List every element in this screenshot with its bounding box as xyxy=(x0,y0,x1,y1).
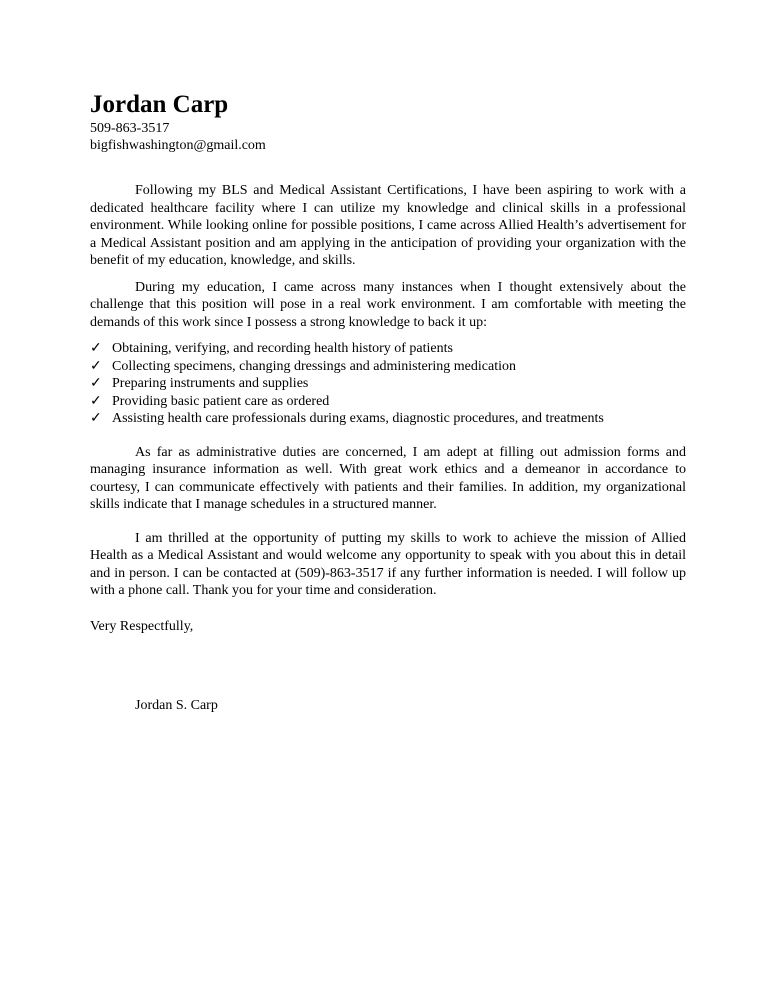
list-item-text: Obtaining, verifying, and recording health history of patients xyxy=(112,341,453,356)
checkmark-icon: ✓ xyxy=(90,411,102,426)
list-item-text: Preparing instruments and supplies xyxy=(112,376,309,391)
list-item-text: Providing basic patient care as ordered xyxy=(112,393,330,409)
list-item-text: Assisting health care professionals during exams, diagnostic procedures, and treatments xyxy=(112,411,604,426)
list-item xyxy=(90,375,686,393)
checkmark-icon: ✓ xyxy=(90,341,102,356)
checkmark-icon: ✓ xyxy=(90,358,102,374)
list-item-text: Collecting specimens, changing dressings and administering medication xyxy=(112,358,516,374)
paragraph-education: During my education, I came across many instances when I thought extensively about the challenge that this position will pose in a real work environment. I am comfortable with meeting the demands of this work since I possess a strong knowledge to back it up: xyxy=(90,279,686,330)
email-address: bigfishwashington@gmail.com xyxy=(90,138,266,153)
skills-list xyxy=(90,340,686,428)
list-item xyxy=(90,340,686,358)
phone-number: 509-863-3517 xyxy=(90,121,170,136)
paragraph-closing-statement: I am thrilled at the opportunity of putting my skills to work to achieve the mission of Allied Health as a Medical Assistant and would welcome any opportunity to speak with you about this in detail and in person. I can be contacted at (509)-863-3517 if any further information is needed. I will follow up with a phone call. Thank you for your time and consideration. xyxy=(90,530,686,598)
paragraph-administrative: As far as administrative duties are concerned, I am adept at filling out admission forms and managing insurance information as well. With great work ethics and a demeanor in accordance to courtesy, I can communicate effectively with patients and their families. In addition, my organizational skills indicate that I manage schedules in a structured manner. xyxy=(90,444,686,512)
signature-name: Jordan S. Carp xyxy=(135,698,218,713)
list-item xyxy=(90,358,686,376)
checkmark-icon: ✓ xyxy=(90,393,102,409)
closing-salutation: Very Respectfully, xyxy=(90,618,194,634)
paragraph-intro: Following my BLS and Medical Assistant Certifications, I have been aspiring to work with a dedicated healthcare facility where I can utilize my knowledge and clinical skills in a professional environment. While looking online for possible positions, I came across Allied Health’s advertisement for a Medical Assistant position and am applying in the anticipation of providing your organization with the benefit of my education, knowledge, and skills. xyxy=(90,183,686,268)
checkmark-icon: ✓ xyxy=(90,376,102,391)
list-item xyxy=(90,393,686,411)
applicant-name: Jordan Carp xyxy=(90,91,229,118)
cover-letter xyxy=(90,90,686,715)
list-item xyxy=(90,410,686,428)
